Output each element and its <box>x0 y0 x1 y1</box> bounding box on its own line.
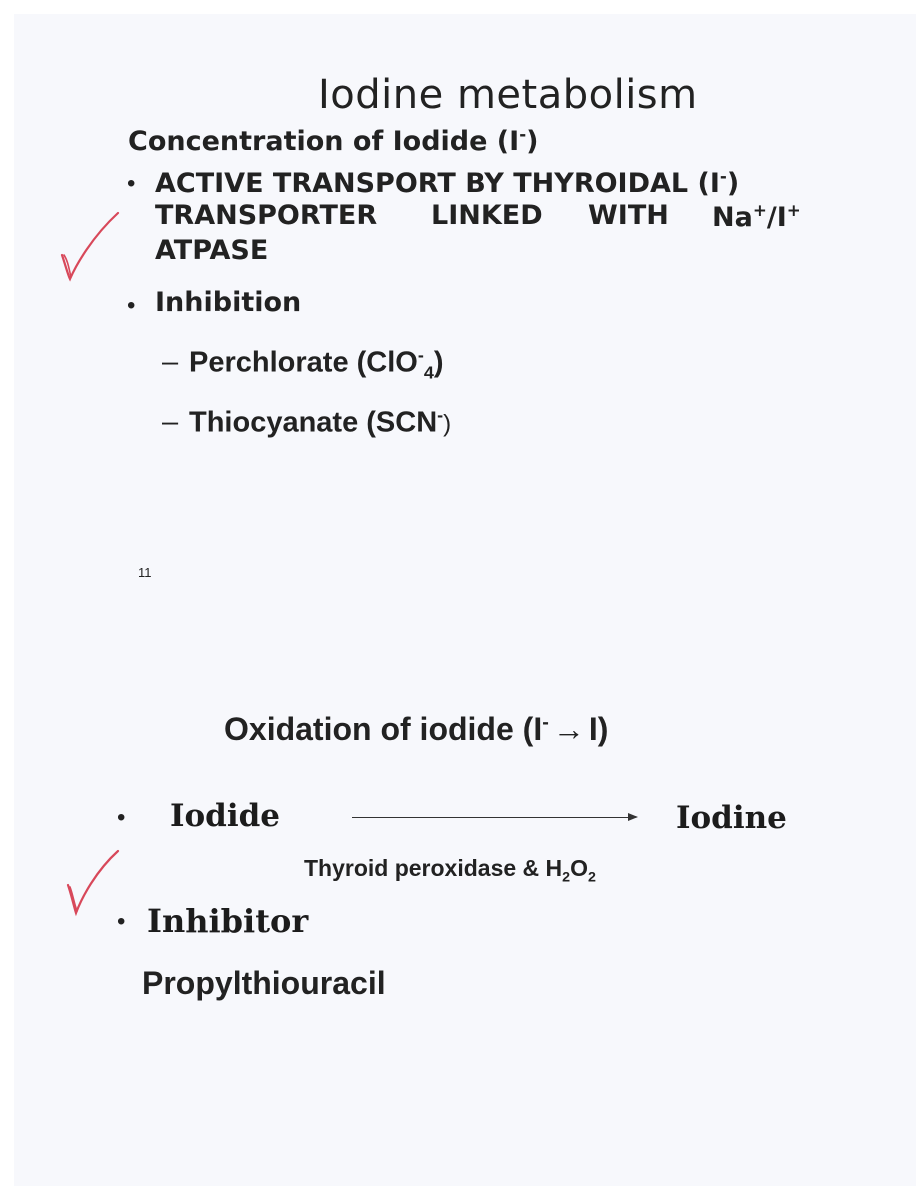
bullet-marker: • <box>117 908 126 935</box>
inhibitor-label: Inhibitor <box>147 902 309 940</box>
thiocyanate-item: Thiocyanate (SCN-) <box>189 405 452 439</box>
slide2-title: Oxidation of iodide (I- → I) <box>224 711 609 747</box>
dash-marker: – <box>162 346 179 378</box>
perchlorate-item: Perchlorate (ClO-$_4$) <box>189 345 444 383</box>
transport-line-2d: Na+/I+ <box>712 200 801 233</box>
transport-line-2b: LINKED <box>431 200 543 231</box>
slide1-subtitle: Concentration of Iodide (I-) <box>128 124 539 157</box>
checkmark-icon <box>60 845 130 925</box>
reaction-arrow-head <box>628 813 638 821</box>
checkmark-icon <box>56 205 126 285</box>
bullet-marker: • <box>117 804 126 831</box>
iodide-label: Iodide <box>170 798 281 834</box>
reaction-arrow-line <box>352 817 632 818</box>
transport-line-2a: TRANSPORTER <box>155 200 378 231</box>
page-number: 11 <box>138 565 152 580</box>
transport-line-1: ACTIVE TRANSPORT BY THYROIDAL (I-) <box>155 166 740 199</box>
slide1-title: Iodine metabolism <box>318 72 698 118</box>
iodine-label: Iodine <box>676 800 787 836</box>
inhibition-label: Inhibition <box>155 287 302 318</box>
transport-line-2c: WITH <box>588 200 669 231</box>
transport-line-3: ATPASE <box>155 235 269 266</box>
propylthiouracil-label: Propylthiouracil <box>142 965 386 1001</box>
dash-marker: – <box>162 406 179 438</box>
catalyst-label: Thyroid peroxidase & $H_2O_2$ <box>304 855 596 886</box>
bullet-marker: • <box>127 170 136 197</box>
bullet-marker: • <box>127 292 136 319</box>
